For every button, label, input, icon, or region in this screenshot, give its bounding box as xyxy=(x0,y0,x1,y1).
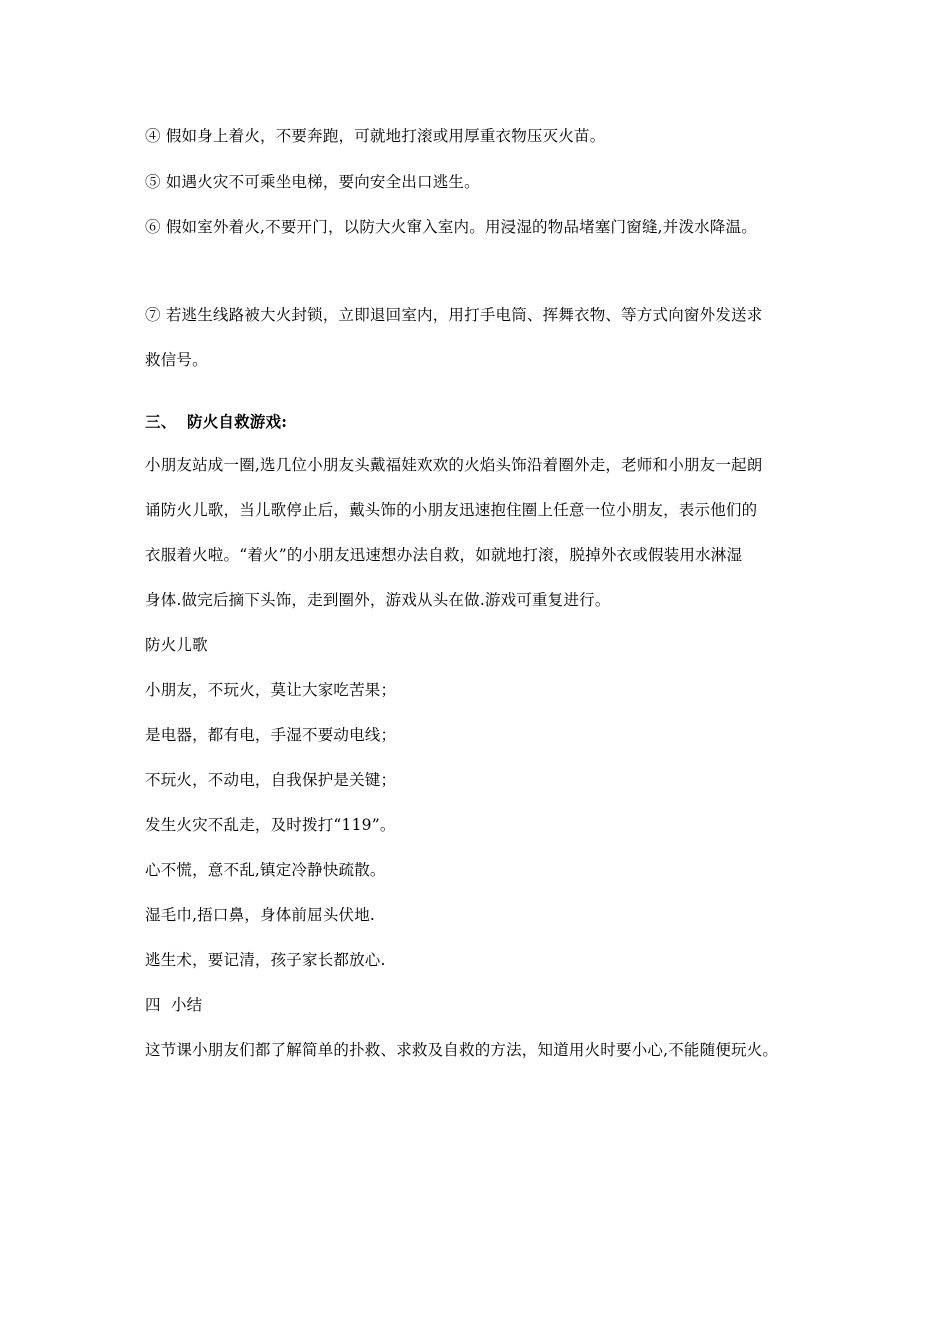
song-line: 小朋友，不玩火，莫让大家吃苦果； xyxy=(145,681,397,699)
section-3-paragraph-line: 衣服着火啦。“着火”的小朋友迅速想办法自救，如就地打滚，脱掉外衣或假装用水淋湿 xyxy=(145,546,743,564)
section-4-heading: 四 小结 xyxy=(145,996,203,1014)
section-4-summary: 这节课小朋友们都了解简单的扑救、求救及自救的方法，知道用火时要小心,不能随便玩火。 xyxy=(145,1041,779,1059)
section-3-paragraph-line: 身体.做完后摘下头饰，走到圈外，游戏从头在做.游戏可重复进行。 xyxy=(145,591,611,609)
section-3-paragraph-line: 小朋友站成一圈,选几位小朋友头戴福娃欢欢的火焰头饰沿着圈外走，老师和小朋友一起朗 xyxy=(145,456,763,474)
song-line: 逃生术，要记清，孩子家长都放心. xyxy=(145,951,386,969)
song-line: 心不慌，意不乱,镇定冷静快疏散。 xyxy=(145,861,386,879)
song-line: 湿毛巾,捂口鼻，身体前屈头伏地. xyxy=(145,906,376,924)
fire-tip-7-line-1: ⑦ 若逃生线路被大火封锁，立即退回室内，用打手电筒、挥舞衣物、等方式向窗外发送求 xyxy=(145,306,763,324)
fire-tip-4: ④ 假如身上着火，不要奔跑，可就地打滚或用厚重衣物压灭火苗。 xyxy=(145,127,606,145)
fire-tip-7-line-2: 救信号。 xyxy=(145,351,208,369)
song-line: 不玩火，不动电，自我保护是关键； xyxy=(145,771,397,789)
section-3-heading xyxy=(145,412,287,432)
song-line: 是电器，都有电，手湿不要动电线； xyxy=(145,726,397,744)
song-title: 防火儿歌 xyxy=(145,636,208,654)
section-3-title: 防火自救游戏: xyxy=(187,412,288,431)
song-line: 发生火灾不乱走，及时拨打“119”。 xyxy=(145,816,396,834)
section-3-number: 三、 xyxy=(145,412,177,431)
fire-tip-6: ⑥ 假如室外着火,不要开门，以防大火窜入室内。用浸湿的物品堵塞门窗缝,并泼水降温。 xyxy=(145,218,757,236)
fire-tip-5: ⑤ 如遇火灾不可乘坐电梯，要向安全出口逃生。 xyxy=(145,173,480,191)
section-3-paragraph-line: 诵防火儿歌，当儿歌停止后，戴头饰的小朋友迅速抱住圈上任意一位小朋友，表示他们的 xyxy=(145,501,758,519)
